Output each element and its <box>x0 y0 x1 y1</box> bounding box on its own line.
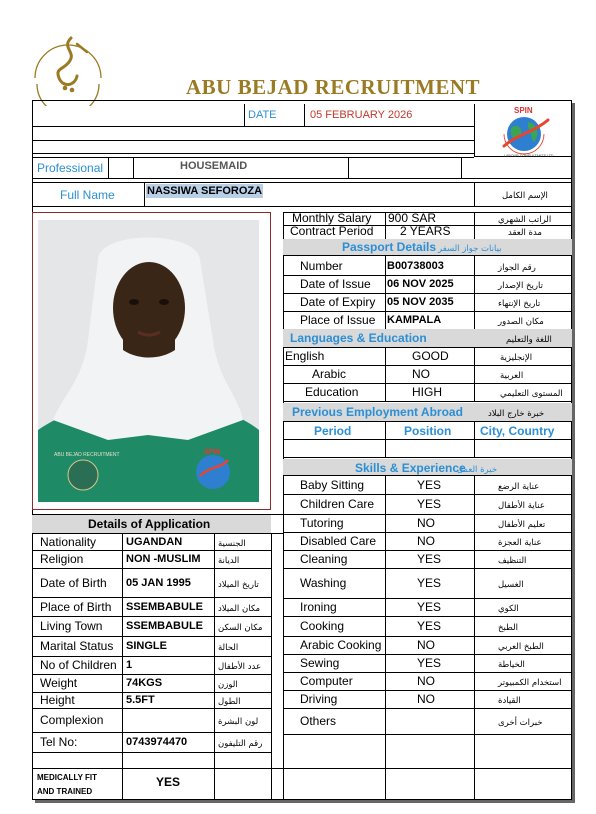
passport-value: 06 NOV 2025 <box>387 278 454 290</box>
skill-label-ar: الغسيل <box>498 580 524 590</box>
application-label-ar: الحالة <box>218 643 239 653</box>
language-label-ar: الإنجليزية <box>500 353 533 363</box>
application-value: SINGLE <box>126 640 167 652</box>
languages-heading: Languages & Education <box>290 331 427 345</box>
application-value: SSEMBABULE <box>126 600 204 613</box>
skill-label-ar: خبرات أخرى <box>498 718 543 728</box>
medical-label-1: MEDICALLY FIT <box>37 773 98 782</box>
application-label: Height <box>40 693 75 707</box>
skill-label: Sewing <box>300 656 340 670</box>
applicant-photo <box>38 220 259 502</box>
skill-label-ar: الطبخ العربي <box>498 642 544 652</box>
application-label-ar: مكان السكن <box>218 623 263 633</box>
skill-value: NO <box>417 638 435 652</box>
skill-value: YES <box>417 576 442 590</box>
passport-heading: Passport Details <box>342 240 437 254</box>
skill-value: NO <box>417 674 435 688</box>
medical-value: YES <box>156 775 181 789</box>
passport-label: Date of Issue <box>300 277 371 291</box>
fullname-label: Full Name <box>60 188 115 202</box>
skill-label-ar: تعليم الأطفال <box>498 520 546 530</box>
skill-label: Washing <box>300 576 347 590</box>
photo-logo-right-text: SPIN <box>204 449 221 456</box>
application-label: Nationality <box>40 534 97 549</box>
photo-logo-left-text: ABU BEJAD RECRUITMENT <box>54 452 120 458</box>
languages-heading-ar: اللغة والتعليم <box>506 335 552 345</box>
skill-value: YES <box>417 477 442 492</box>
skill-value: YES <box>417 552 442 566</box>
skill-label-ar: عناية الرضع <box>498 481 540 492</box>
skill-label: Ironing <box>300 600 337 614</box>
skill-label-ar: عناية الأطفال <box>498 501 545 511</box>
period-value: 2 YEARS <box>400 224 451 238</box>
application-label-ar: رقم التليفون <box>218 739 263 749</box>
passport-label-ar: رقم الجواز <box>498 263 536 273</box>
medical-label-2: AND TRAINED <box>37 787 93 796</box>
passport-value: B00738003 <box>387 260 444 272</box>
skill-label: Children Care <box>300 497 375 511</box>
application-value: 5.5FT <box>126 694 155 706</box>
application-label: Marital Status <box>40 639 114 653</box>
passport-label: Place of Issue <box>300 313 376 327</box>
application-label-ar: الطول <box>218 697 241 707</box>
salary-label: Monthly Salary <box>292 211 372 225</box>
professional-value: HOUSEMAID <box>180 160 248 172</box>
skill-label-ar: التنظيف <box>498 556 527 566</box>
application-label-ar: الجنسية <box>218 538 246 549</box>
employment-heading-ar: خبرة خارج البلاد <box>488 409 545 419</box>
period-label: Contract Period <box>290 224 374 238</box>
employment-col-position: Position <box>404 424 452 438</box>
skill-label: Cooking <box>300 619 345 633</box>
passport-label-ar: مكان الصدور <box>498 317 544 327</box>
application-label: Living Town <box>40 619 103 633</box>
application-label: Tel No: <box>40 735 78 749</box>
spin-logo-subtext: LABOUR CONSULTANTS LTD <box>504 154 554 158</box>
application-value: 1 <box>126 659 133 671</box>
language-label: Education <box>305 385 359 399</box>
skill-label-ar: الخياطة <box>498 660 525 670</box>
skill-label: Driving <box>300 692 338 706</box>
skill-label: Others <box>300 714 337 728</box>
application-value: UGANDAN <box>126 535 183 548</box>
application-label: Religion <box>40 552 84 566</box>
application-label-ar: تاريخ الميلاد <box>218 579 259 590</box>
skill-label: Arabic Cooking <box>300 638 382 652</box>
skill-label-ar: القيادة <box>498 696 521 706</box>
application-value: SSEMBABULE <box>126 620 204 632</box>
passport-heading-ar: بيانات جواز السفر <box>438 244 502 254</box>
salary-value: 900 SAR <box>388 211 437 225</box>
abu-bejad-logo <box>25 30 111 106</box>
fullname-ar: الإسم الكامل <box>502 191 548 201</box>
skill-label-ar: الطبخ <box>498 623 518 633</box>
skill-label-ar: الكوي <box>498 604 519 614</box>
professional-label: Professional <box>37 161 104 175</box>
language-value: GOOD <box>412 349 449 363</box>
application-label-ar: عدد الأطفال <box>218 662 262 672</box>
language-label: English <box>285 349 325 363</box>
fullname-value: NASSIWA SEFOROZA <box>147 185 263 197</box>
application-value: 05 JAN 1995 <box>126 576 191 589</box>
language-value: NO <box>412 367 430 381</box>
application-heading: Details of Application <box>88 517 211 531</box>
application-label: Place of Birth <box>40 599 112 614</box>
skill-label: Computer <box>300 674 353 688</box>
application-label-ar: الديانة <box>218 556 240 566</box>
language-value: HIGH <box>412 385 442 399</box>
application-label-ar: الوزن <box>218 680 238 690</box>
skill-label: Baby Sitting <box>300 477 365 492</box>
employment-heading: Previous Employment Abroad <box>292 405 463 419</box>
skills-heading-ar: خبرة العمل <box>457 465 498 475</box>
application-label: Weight <box>40 676 78 690</box>
passport-label-ar: تاريخ الإنتهاء <box>498 299 541 309</box>
skill-label: Disabled Care <box>300 534 377 548</box>
employment-col-city-country: City, Country <box>480 424 555 438</box>
application-label: Complexion <box>40 713 104 727</box>
application-value: NON -MUSLIM <box>126 553 201 565</box>
spin-logo <box>494 104 554 160</box>
skill-value: YES <box>417 619 442 633</box>
skill-value: YES <box>417 656 442 670</box>
skill-value: YES <box>417 497 442 511</box>
skill-label-ar: عناية العجزة <box>498 538 542 548</box>
skill-value: NO <box>417 516 435 530</box>
application-label: No of Children <box>40 658 117 672</box>
skill-label-ar: استخدام الكمبيوتر <box>498 678 562 688</box>
application-label-ar: لون البشرة <box>218 717 259 727</box>
language-label: Arabic <box>312 367 347 381</box>
skill-value: NO <box>417 534 435 548</box>
passport-value: KAMPALA <box>387 314 442 326</box>
period-ar: مدة العقد <box>508 228 542 238</box>
application-value: 0743974470 <box>126 736 188 748</box>
skill-label: Tutoring <box>300 516 344 530</box>
language-label-ar: المستوى التعليمي <box>500 389 563 399</box>
passport-label-ar: تاريخ الإصدار <box>498 281 543 291</box>
company-title: ABU BEJAD RECRUITMENT <box>186 75 481 99</box>
date-label: DATE <box>248 109 277 121</box>
skill-value: YES <box>417 600 442 614</box>
salary-ar: الراتب الشهري <box>498 215 552 225</box>
passport-value: 05 NOV 2035 <box>387 296 454 308</box>
passport-label: Date of Expiry <box>300 295 376 309</box>
skill-label: Cleaning <box>300 552 348 566</box>
employment-col-period: Period <box>314 424 352 438</box>
application-value: 74KGS <box>126 677 163 689</box>
spin-logo-text: SPIN <box>514 106 533 115</box>
application-label: Date of Birth <box>40 575 107 590</box>
skill-value: NO <box>417 692 435 706</box>
skills-heading: Skills & Experience <box>355 461 466 475</box>
passport-label: Number <box>300 259 343 273</box>
date-value: 05 FEBRUARY 2026 <box>310 109 413 121</box>
language-label-ar: العربية <box>500 371 524 381</box>
application-label-ar: مكان الميلاد <box>218 603 261 614</box>
